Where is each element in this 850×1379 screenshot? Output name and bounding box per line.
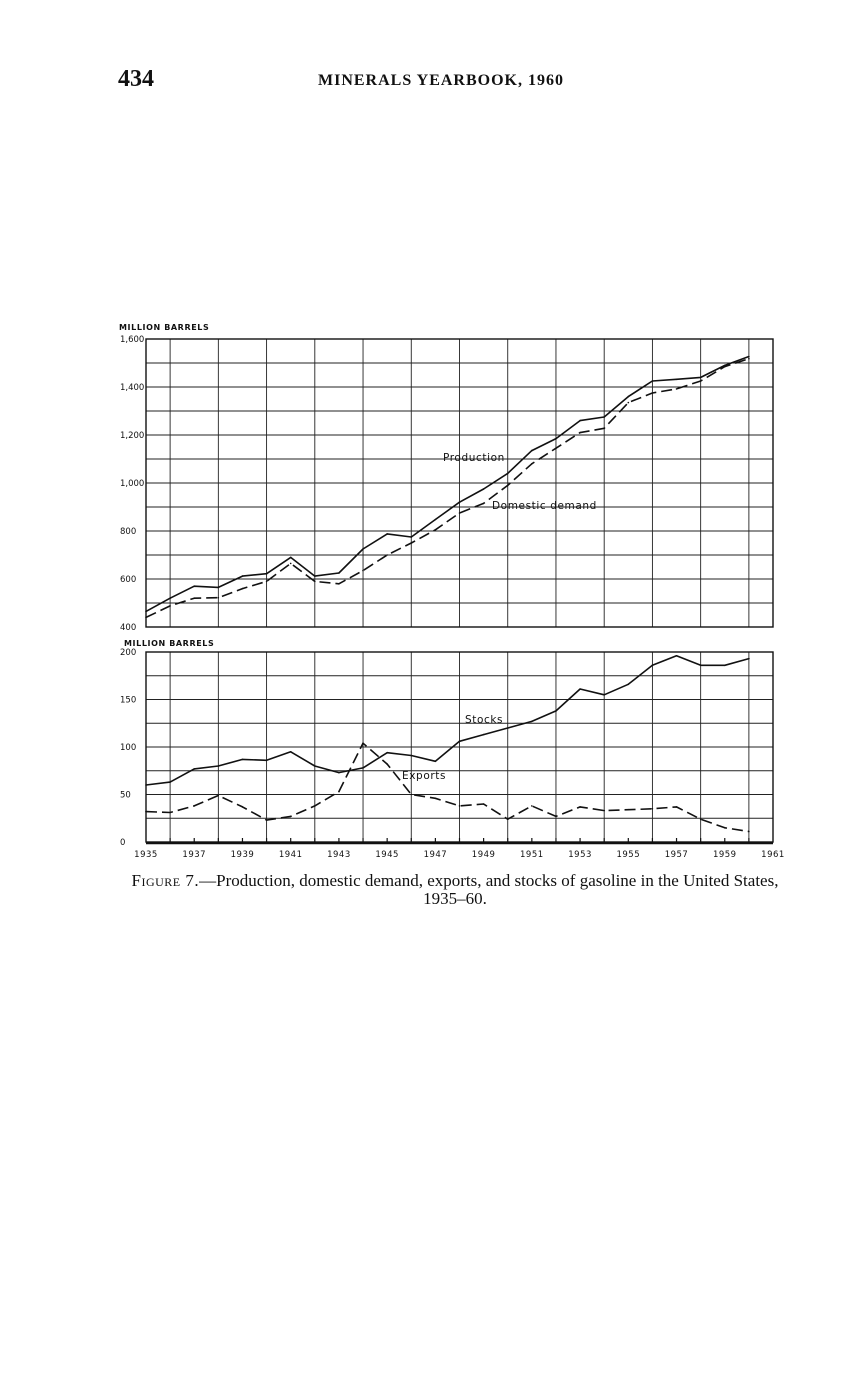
- exports-point: [145, 811, 147, 813]
- caption-lead: Figure 7.: [131, 871, 200, 890]
- stocks-point: [145, 784, 147, 786]
- stocks-point: [169, 781, 171, 783]
- production-point: [507, 473, 509, 475]
- x-tick-label: 1957: [664, 850, 689, 860]
- production-point: [314, 575, 316, 577]
- domestic-demand-point: [700, 380, 702, 382]
- domestic-demand-point: [507, 485, 509, 487]
- exports-point: [266, 819, 268, 821]
- exports-point: [169, 812, 171, 814]
- y-tick-label: 100: [120, 743, 137, 753]
- y-tick-label: 50: [120, 790, 131, 801]
- stocks-point: [555, 710, 557, 712]
- production-point: [628, 396, 630, 398]
- figure-caption: [110, 872, 800, 908]
- production-point: [459, 501, 461, 503]
- exports-point: [724, 827, 726, 829]
- running-title: MINERALS YEARBOOK, 1960: [318, 72, 564, 89]
- x-tick-label: 1939: [230, 850, 255, 860]
- stocks-point: [435, 761, 437, 763]
- x-tick-label: 1947: [423, 850, 448, 860]
- domestic-demand-point: [314, 581, 316, 583]
- y-tick-label: 1,200: [120, 431, 145, 441]
- production-line: [146, 357, 749, 612]
- stocks-point: [459, 741, 461, 743]
- production-point: [169, 597, 171, 599]
- x-tick-label: 1955: [616, 850, 641, 860]
- production-point: [411, 536, 413, 538]
- stocks-point: [242, 759, 244, 761]
- exports-point: [386, 763, 388, 765]
- y-tick-label: 1,400: [120, 383, 145, 393]
- stocks-point: [628, 684, 630, 686]
- domestic-demand-point: [290, 563, 292, 565]
- exports-point: [748, 831, 750, 833]
- exports-point: [676, 806, 678, 808]
- stocks-point: [290, 751, 292, 753]
- exports-point: [459, 805, 461, 807]
- x-tick-label: 1945: [375, 850, 399, 860]
- production-point: [579, 420, 581, 422]
- page-number: 434: [118, 66, 154, 92]
- production-point: [700, 377, 702, 379]
- production-point: [435, 519, 437, 521]
- y-tick-label: 600: [120, 575, 137, 585]
- domestic-demand-point: [483, 503, 485, 505]
- stocks-point: [603, 694, 605, 696]
- stocks-point: [483, 734, 485, 736]
- production-point: [362, 548, 364, 550]
- stocks-point: [507, 727, 509, 729]
- y-axis-title: MILLION BARRELS: [124, 639, 215, 648]
- stocks-point: [724, 665, 726, 667]
- production-point: [531, 450, 533, 452]
- x-tick-label: 1953: [568, 850, 592, 860]
- stocks-point: [266, 760, 268, 762]
- production-point: [145, 611, 147, 613]
- production-point: [555, 438, 557, 440]
- domestic-demand-point: [411, 542, 413, 544]
- domestic-demand-point: [628, 402, 630, 404]
- y-tick-label: 400: [120, 623, 137, 633]
- caption-text: —Production, domestic demand, exports, and stocks of gasoline in the United States, 1935–60.: [199, 871, 779, 908]
- domestic-demand-point: [555, 447, 557, 449]
- domestic-demand-point: [676, 388, 678, 390]
- exports-point: [242, 806, 244, 808]
- production-point: [676, 379, 678, 381]
- y-tick-label: 200: [120, 648, 137, 658]
- x-tick-label: 1961: [761, 850, 785, 860]
- domestic-demand-point: [218, 597, 220, 599]
- x-tick-label: 1951: [520, 850, 544, 860]
- domestic-demand-point: [531, 463, 533, 465]
- production-series-label: Production: [443, 452, 505, 464]
- production-point: [652, 380, 654, 382]
- production-point: [242, 575, 244, 577]
- x-tick-label: 1943: [327, 850, 351, 860]
- stocks-point: [411, 755, 413, 757]
- exports-point: [193, 805, 195, 807]
- y-axis-title: MILLION BARRELS: [119, 323, 210, 332]
- stocks-point: [193, 768, 195, 770]
- stocks-point: [314, 765, 316, 767]
- stocks-point: [748, 658, 750, 660]
- y-tick-label: 0: [120, 838, 126, 848]
- stocks-point: [700, 665, 702, 667]
- domestic-demand-point: [145, 617, 147, 619]
- domestic-demand-series-label: Domestic demand: [492, 500, 597, 512]
- stocks-point: [652, 665, 654, 667]
- stocks-line: [146, 656, 749, 785]
- domestic-demand-point: [169, 605, 171, 607]
- production-point: [218, 587, 220, 589]
- stocks-point: [218, 765, 220, 767]
- exports-series-label: Exports: [402, 770, 447, 782]
- exports-point: [338, 791, 340, 793]
- stocks-point: [338, 772, 340, 774]
- domestic-demand-point: [724, 366, 726, 368]
- y-tick-label: 1,600: [120, 335, 145, 345]
- x-tick-label: 1959: [712, 850, 737, 860]
- domestic-demand-point: [266, 581, 268, 583]
- domestic-demand-point: [435, 529, 437, 531]
- domestic-demand-point: [362, 570, 364, 572]
- stocks-point: [386, 752, 388, 754]
- x-tick-label: 1949: [471, 850, 496, 860]
- x-tick-label: 1941: [278, 850, 303, 860]
- domestic-demand-point: [242, 588, 244, 590]
- stocks-point: [579, 688, 581, 690]
- stocks-point: [362, 767, 364, 769]
- domestic-demand-point: [579, 432, 581, 434]
- domestic-demand-point: [748, 358, 750, 360]
- production-point: [603, 416, 605, 418]
- stocks-point: [531, 721, 533, 723]
- exports-point: [435, 798, 437, 800]
- production-demand-chart: [119, 323, 773, 633]
- domestic-demand-point: [459, 512, 461, 514]
- domestic-demand-point: [386, 554, 388, 556]
- exports-point: [314, 805, 316, 807]
- exports-point: [362, 742, 364, 744]
- exports-point: [579, 806, 581, 808]
- exports-point: [555, 816, 557, 818]
- exports-point: [628, 809, 630, 811]
- domestic-demand-point: [193, 597, 195, 599]
- y-tick-label: 800: [120, 527, 137, 537]
- exports-point: [603, 810, 605, 812]
- domestic-demand-point: [652, 392, 654, 394]
- production-point: [748, 356, 750, 358]
- exports-point: [290, 816, 292, 818]
- domestic-demand-point: [603, 428, 605, 430]
- domestic-demand-point: [338, 583, 340, 585]
- exports-point: [531, 805, 533, 807]
- stocks-exports-chart: [120, 639, 785, 860]
- y-tick-label: 1,000: [120, 479, 145, 489]
- production-point: [386, 533, 388, 535]
- production-point: [193, 585, 195, 587]
- exports-point: [652, 808, 654, 810]
- exports-point: [700, 818, 702, 820]
- stocks-series-label: Stocks: [465, 714, 504, 726]
- production-point: [290, 557, 292, 559]
- exports-point: [507, 818, 509, 820]
- x-tick-label: 1935: [134, 850, 158, 860]
- production-point: [338, 572, 340, 574]
- exports-point: [218, 795, 220, 797]
- y-tick-label: 150: [120, 695, 137, 706]
- production-point: [483, 488, 485, 490]
- production-point: [266, 573, 268, 575]
- stocks-point: [676, 655, 678, 657]
- x-tick-label: 1937: [182, 850, 207, 860]
- exports-point: [411, 794, 413, 796]
- exports-point: [483, 803, 485, 805]
